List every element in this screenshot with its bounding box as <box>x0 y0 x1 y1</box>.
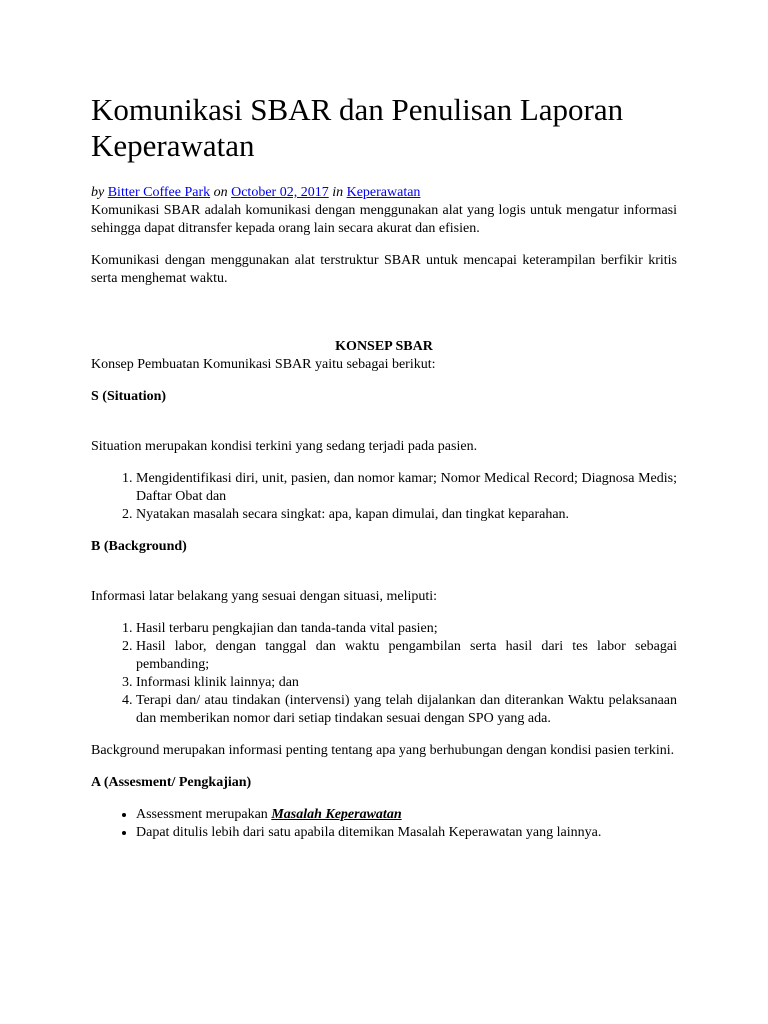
concept-heading: KONSEP SBAR <box>335 339 433 354</box>
situation-text: Situation merupakan kondisi terkini yang sedang terjadi pada pasien. <box>91 439 478 454</box>
background-closing: Background merupakan informasi penting tentang apa yang berhubungan dengan kondisi pasien terkini. <box>91 743 675 758</box>
list-item: 1. Mengidentifikasi diri, unit, pasien, dan nomor kamar; Nomor Medical Record; Diagnosa Medis; Daftar Obat dan <box>136 470 677 506</box>
category-link[interactable]: Keperawatan <box>346 185 421 200</box>
byline <box>91 184 677 202</box>
situation-heading: S (Situation) <box>91 389 167 404</box>
assessment-list <box>91 806 677 842</box>
byline-on: on <box>213 185 228 200</box>
list-item: 3. Informasi klinik lainnya; dan <box>136 674 677 692</box>
author-link[interactable]: Bitter Coffee Park <box>107 185 211 200</box>
article <box>91 92 677 842</box>
list-item: 2. Nyatakan masalah secara singkat: apa, kapan dimulai, dan tingkat keparahan. <box>136 506 677 524</box>
concept-lead: Konsep Pembuatan Komunikasi SBAR yaitu sebagai berikut: <box>91 357 436 372</box>
article-title: Komunikasi SBAR dan Penulisan Laporan Keperawatan <box>91 92 624 163</box>
intro-paragraph-2: Komunikasi dengan menggunakan alat terstruktur SBAR untuk mencapai keterampilan berfikir kritis serta menghemat waktu. <box>91 253 677 286</box>
background-heading: B (Background) <box>91 539 187 554</box>
background-text: Informasi latar belakang yang sesuai dengan situasi, meliputi: <box>91 589 438 604</box>
list-item <box>136 806 677 824</box>
assessment-heading: A (Assesment/ Pengkajian) <box>91 775 252 790</box>
byline-by: by <box>91 185 105 200</box>
background-list <box>91 620 677 728</box>
list-item: 2. Hasil labor, dengan tanggal dan waktu pengambilan serta hasil dari tes labor sebagai pembanding; <box>136 638 677 674</box>
byline-in: in <box>332 185 344 200</box>
date-link[interactable]: October 02, 2017 <box>231 185 329 200</box>
list-item: 4. Terapi dan/ atau tindakan (intervensi) yang telah dijalankan dan diterankan Waktu pelaksanaan dan memberikan nomor dari setiap tindakan sesuai dengan SPO yang ada. <box>136 692 677 728</box>
masalah-keperawatan-link[interactable]: Masalah Keperawatan <box>271 807 402 822</box>
assessment-item-prefix: Assessment merupakan <box>136 807 272 822</box>
intro-paragraph-1: Komunikasi SBAR adalah komunikasi dengan menggunakan alat yang logis untuk mengatur informasi sehingga dapat ditransfer kepada orang lain secara akurat dan efisien. <box>91 203 677 236</box>
situation-list <box>91 470 677 524</box>
list-item: • Dapat ditulis lebih dari satu apabila ditemikan Masalah Keperawatan yang lainnya. <box>136 824 677 842</box>
list-item: 1. Hasil terbaru pengkajian dan tanda-tanda vital pasien; <box>136 620 677 638</box>
